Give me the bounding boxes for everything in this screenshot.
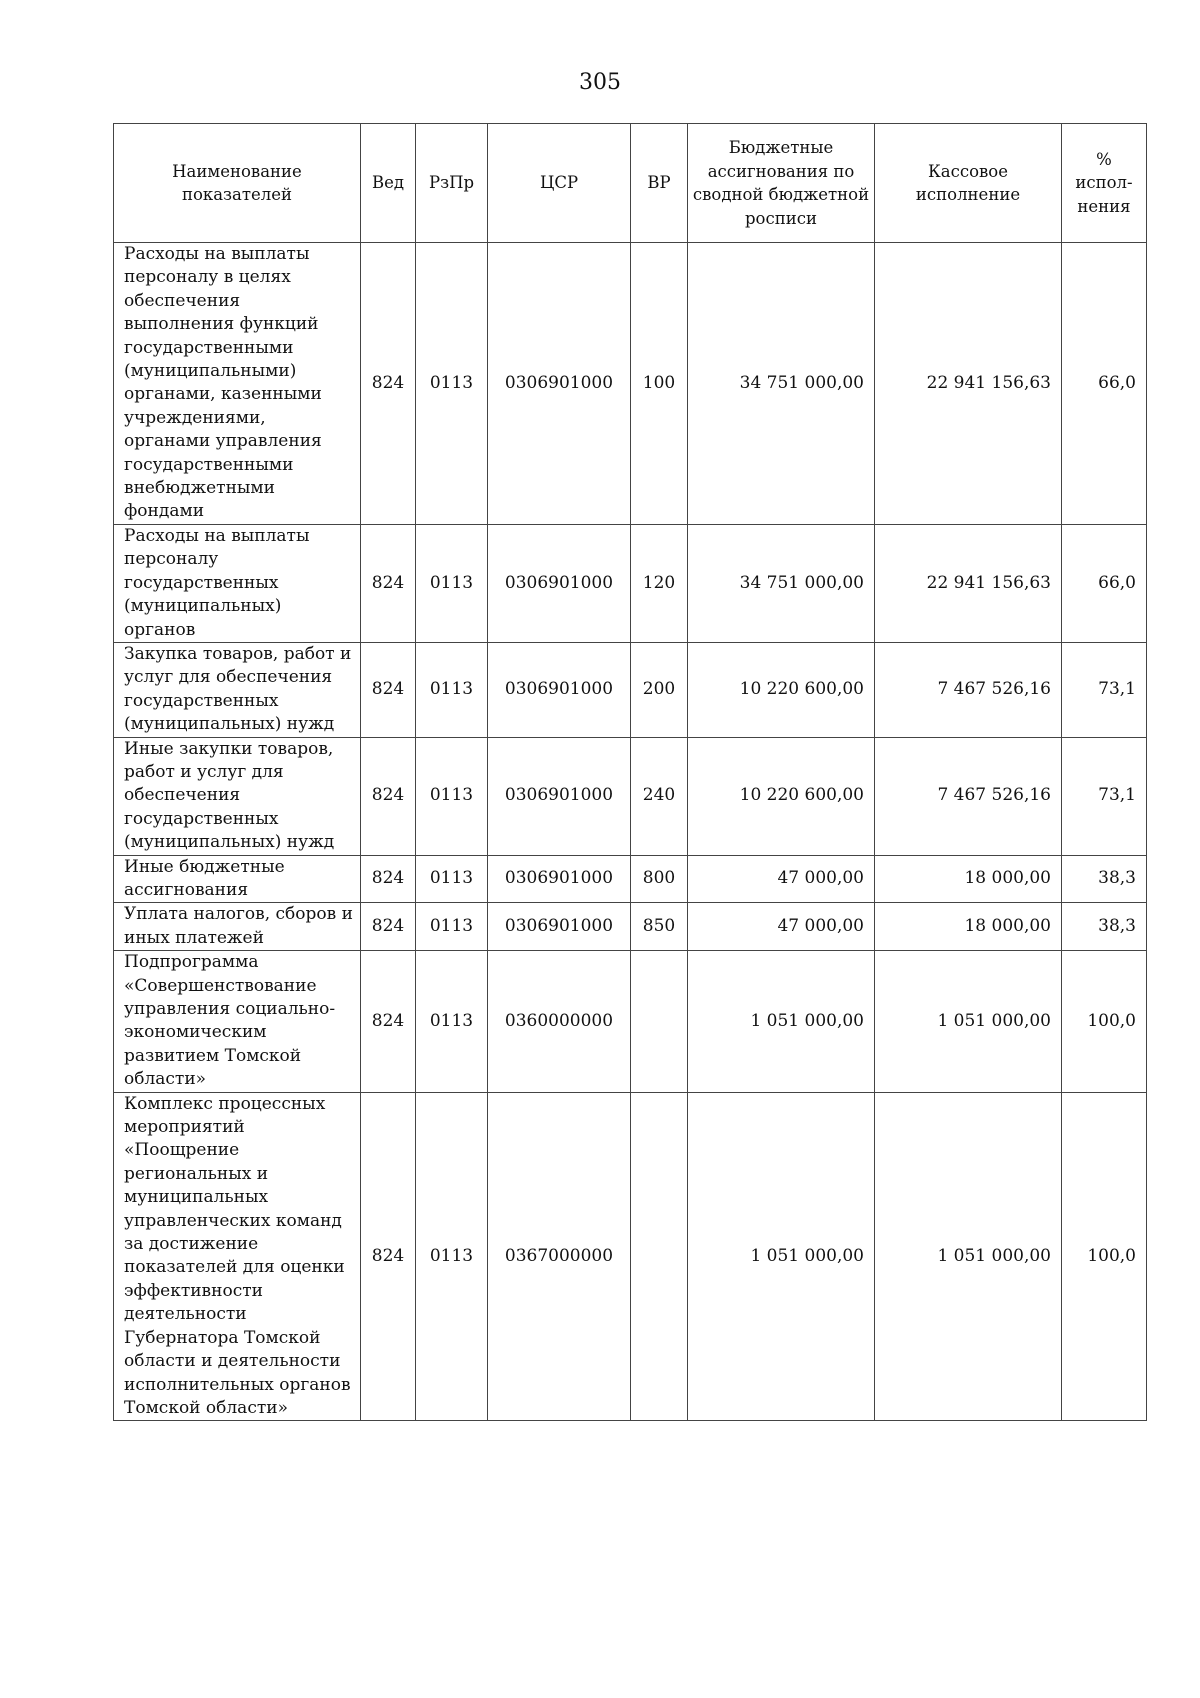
row-executed: 7 467 526,16 xyxy=(875,642,1062,737)
row-name: Уплата налогов, сборов и иных платежей xyxy=(114,903,361,951)
row-name: Комплекс процессных мероприятий «Поощрение региональных и муниципальных управленческих команд за достижение показателей для оценки эффективности деятельности Губернатора Томской области и деятельности исполнительных органов Томской области» xyxy=(114,1092,361,1421)
header-budget-assigned: Бюджетные ассигнования по сводной бюджетной росписи xyxy=(688,124,875,243)
table-row xyxy=(114,642,1147,737)
table-row xyxy=(114,243,1147,525)
row-rzpr: 0113 xyxy=(416,855,488,903)
row-assigned: 47 000,00 xyxy=(688,855,875,903)
row-executed: 18 000,00 xyxy=(875,855,1062,903)
page-number: 305 xyxy=(579,70,621,95)
table-row xyxy=(114,903,1147,951)
row-rzpr: 0113 xyxy=(416,243,488,525)
row-ved: 824 xyxy=(361,524,416,642)
row-executed: 1 051 000,00 xyxy=(875,951,1062,1092)
row-rzpr: 0113 xyxy=(416,1092,488,1421)
header-cash-executed: Кассовое исполнение xyxy=(875,124,1062,243)
row-csr: 0360000000 xyxy=(488,951,631,1092)
row-ved: 824 xyxy=(361,642,416,737)
table-row xyxy=(114,737,1147,855)
row-name: Закупка товаров, работ и услуг для обеспечения государственных (муниципальных) нужд xyxy=(114,642,361,737)
header-rzpr: РзПр xyxy=(416,124,488,243)
row-ved: 824 xyxy=(361,243,416,525)
row-executed: 7 467 526,16 xyxy=(875,737,1062,855)
row-assigned: 1 051 000,00 xyxy=(688,1092,875,1421)
row-rzpr: 0113 xyxy=(416,903,488,951)
header-ved: Вед xyxy=(361,124,416,243)
row-ved: 824 xyxy=(361,737,416,855)
header-percent-executed: % испол-нения xyxy=(1062,124,1147,243)
row-percent: 73,1 xyxy=(1062,737,1147,855)
row-csr: 0306901000 xyxy=(488,243,631,525)
row-percent: 73,1 xyxy=(1062,642,1147,737)
row-vr: 850 xyxy=(631,903,688,951)
header-csr: ЦСР xyxy=(488,124,631,243)
row-percent: 66,0 xyxy=(1062,524,1147,642)
table-row xyxy=(114,524,1147,642)
row-percent: 66,0 xyxy=(1062,243,1147,525)
table-row xyxy=(114,951,1147,1092)
row-name: Иные закупки товаров, работ и услуг для обеспечения государственных (муниципальных) нужд xyxy=(114,737,361,855)
row-csr: 0367000000 xyxy=(488,1092,631,1421)
header-vr: ВР xyxy=(631,124,688,243)
row-ved: 824 xyxy=(361,855,416,903)
row-assigned: 10 220 600,00 xyxy=(688,642,875,737)
row-name: Расходы на выплаты персоналу в целях обеспечения выполнения функций государственными (муниципальными) органами, казенными учреждениями, органами управления государственными внебюджетными фондами xyxy=(114,243,361,525)
row-assigned: 34 751 000,00 xyxy=(688,243,875,525)
header-name: Наименование показателей xyxy=(114,124,361,243)
row-percent: 100,0 xyxy=(1062,1092,1147,1421)
row-vr: 100 xyxy=(631,243,688,525)
row-csr: 0306901000 xyxy=(488,903,631,951)
row-executed: 22 941 156,63 xyxy=(875,243,1062,525)
row-rzpr: 0113 xyxy=(416,642,488,737)
row-executed: 18 000,00 xyxy=(875,903,1062,951)
row-percent: 38,3 xyxy=(1062,903,1147,951)
table-header-row xyxy=(114,124,1147,243)
row-csr: 0306901000 xyxy=(488,855,631,903)
row-assigned: 34 751 000,00 xyxy=(688,524,875,642)
row-percent: 100,0 xyxy=(1062,951,1147,1092)
row-assigned: 10 220 600,00 xyxy=(688,737,875,855)
row-csr: 0306901000 xyxy=(488,737,631,855)
row-vr xyxy=(631,951,688,1092)
row-rzpr: 0113 xyxy=(416,951,488,1092)
row-assigned: 1 051 000,00 xyxy=(688,951,875,1092)
row-ved: 824 xyxy=(361,951,416,1092)
row-vr xyxy=(631,1092,688,1421)
row-rzpr: 0113 xyxy=(416,524,488,642)
row-executed: 22 941 156,63 xyxy=(875,524,1062,642)
row-executed: 1 051 000,00 xyxy=(875,1092,1062,1421)
budget-execution-table xyxy=(113,123,1147,1421)
row-rzpr: 0113 xyxy=(416,737,488,855)
row-csr: 0306901000 xyxy=(488,524,631,642)
row-csr: 0306901000 xyxy=(488,642,631,737)
row-name: Расходы на выплаты персоналу государственных (муниципальных) органов xyxy=(114,524,361,642)
row-name: Иные бюджетные ассигнования xyxy=(114,855,361,903)
row-vr: 200 xyxy=(631,642,688,737)
row-vr: 120 xyxy=(631,524,688,642)
row-name: Подпрограмма «Совершенствование управления социально-экономическим развитием Томской области» xyxy=(114,951,361,1092)
row-ved: 824 xyxy=(361,1092,416,1421)
table-row xyxy=(114,855,1147,903)
row-vr: 240 xyxy=(631,737,688,855)
row-ved: 824 xyxy=(361,903,416,951)
row-percent: 38,3 xyxy=(1062,855,1147,903)
row-vr: 800 xyxy=(631,855,688,903)
table-row xyxy=(114,1092,1147,1421)
row-assigned: 47 000,00 xyxy=(688,903,875,951)
